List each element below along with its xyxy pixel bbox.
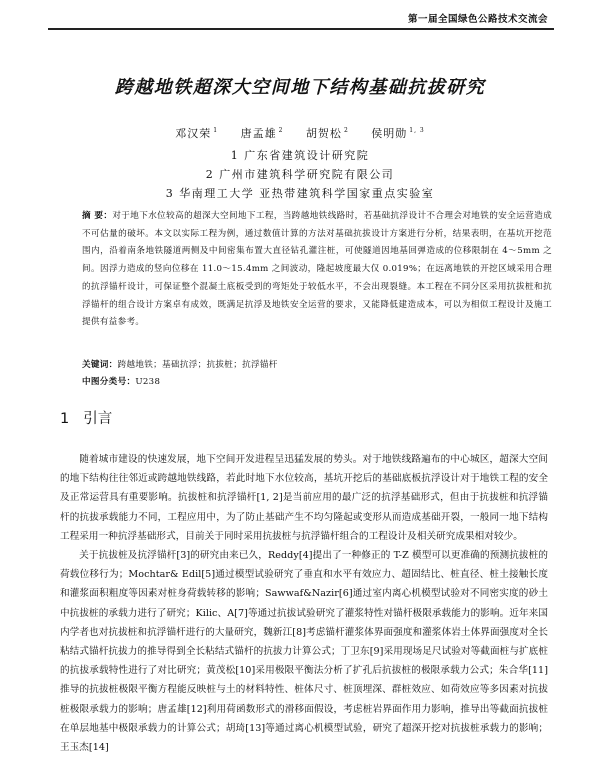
author (241, 127, 284, 140)
classification-value: U238 (135, 377, 161, 387)
keywords (82, 358, 552, 370)
author-affiliation-marker: 1 (213, 127, 219, 135)
running-header (0, 8, 600, 30)
author-list (0, 125, 600, 141)
author-name: 侯明勋 (371, 127, 408, 140)
section-title: 引言 (83, 411, 113, 427)
section-number: 1 (60, 411, 70, 427)
author-affiliation-marker: 1, 3 (409, 127, 425, 135)
section-heading (60, 407, 112, 428)
body-text (60, 450, 548, 757)
affiliation: 3 华南理工大学 亚热带建筑科学国家重点实验室 (165, 187, 435, 200)
paragraph: 随着城市建设的快速发展，地下空间开发进程呈迅猛发展的势头。对于地铁线路遍布的中心城区，超深大空间的地下结构往往邻近或跨越地铁线路，若此时地下水位较高，基坑开挖后的基础底板抗浮设计对于地铁工程的安全及正常运营具有重要影响。抗拔桩和抗浮锚杆[1, 2]是当前应用的最广泛的抗浮基础形式，但由于抗拔桩和抗浮锚杆的抗拔承载能力不同，工程应用中，为了防止基础产生不均匀隆起或变形从而造成基础开裂，一般同一地下结构工程采用一种抗浮基础形式，目前关于同时采用抗拔桩与抗浮锚杆组合的工程设计及相关研究成果相对较少。 (60, 454, 548, 542)
affiliation: 1 广东省建筑设计研究院 (230, 149, 370, 162)
author (306, 127, 349, 140)
author-name: 邓汉荣 (175, 127, 212, 140)
abstract-label: 摘 要： (82, 211, 113, 221)
abstract (82, 208, 552, 332)
classification-label: 中图分类号： (82, 377, 136, 387)
paper-title: 跨越地铁超深大空间地下结构基础抗拔研究 (114, 77, 486, 98)
abstract-text: 对于地下水位较高的超深大空间地下工程，当跨越地铁线路时，若基础抗浮设计不合理会对地铁的安全运营造成不可估量的破坏。本文以实际工程为例，通过数值计算的方法对基础抗拔设计方案进行分析，结果表明，在基坑开挖范围内，沿着南条地铁隧道两侧及中间密集布置大直径钻孔灌注桩，可使隧道因地基回弹造成的位移限制在 4～5mm 之间。因浮力造成的竖向位移在 11.0～15.4mm 之间波动，隆起坡度最大仅 0.019%；在远离地铁的开挖区域采用合理的抗浮锚杆设计，可保证整个混凝土底板受到的弯矩处于较低水平，不会出现裂缝。本工程在不同分区采用抗拔桩和抗浮锚杆的组合设计方案卓有成效，既满足抗浮及地铁安全运营的要求，又能降低建造成本，可以为相似工程设计及施工提供有益参考。 (82, 211, 553, 328)
author (371, 127, 424, 140)
paragraph: 关于抗拔桩及抗浮锚杆[3]的研究由来已久，Reddy[4]提出了一种修正的 T-Z 模型可以更准确的预测抗拔桩的荷载位移行为；Mochtar& Edil[5]通过模型试验研究了垂直和水平有效应力、超固结比、桩直径、桩土接触长度和灌浆面积粗度等因素对桩身荷载转移的影响；Sawwaf&Nazir[6]通过室内离心机模型试验对不同密实度的砂土中抗拔桩的承载力进行了研究；Kilic、A[7]等通过抗拔试验研究了灌浆特性对锚杆极限承载能力的影响。近年来国内学者也对抗拔桩和抗浮锚杆进行的大量研究，魏新江[8]考虑锚杆灌浆体界面强度和灌浆体岩土体界面强度对全长粘结式锚杆抗拔力的推导得到全长粘结式锚杆的抗拔力计算公式；丁卫东[9]采用现场足尺试验对等截面桩与扩底桩的抗拔承载特性进行了对比研究；黄茂松[10]采用极限平衡法分析了扩孔后抗拔桩的极限承载力公式；朱合华[11]推导的抗拔桩极限平衡方程能反映桩与土的材料特性、桩体尺寸、桩顶埋深、群桩效应、如荷效应等多因素对抗拔桩极限承载力的影响；唐孟雄[12]利用荷函数形式的滑移面假设，考虑桩岩界面作用力影响，推导出等截面抗拔桩在单层地基中极限承载力的计算公式；胡琦[13]等通过离心机模型试验，研究了超深开挖对抗拔桩承载力的影响；王玉杰[14] (60, 550, 548, 754)
keywords-label: 关键词： (82, 360, 118, 370)
classification (82, 375, 160, 387)
author-name: 胡贺松 (305, 127, 342, 140)
author-affiliation-marker: 2 (343, 127, 349, 135)
author-name: 唐孟雄 (240, 127, 277, 140)
header-rule (48, 28, 554, 30)
author (175, 127, 218, 140)
conference-name: 第一届全国绿色公路技术交流会 (407, 14, 548, 25)
keywords-text: 跨越地铁；基础抗浮；抗拔桩；抗浮锚杆 (117, 360, 278, 370)
author-affiliation-marker: 2 (278, 127, 284, 135)
affiliation: 2 广州市建筑科学研究院有限公司 (205, 168, 395, 181)
